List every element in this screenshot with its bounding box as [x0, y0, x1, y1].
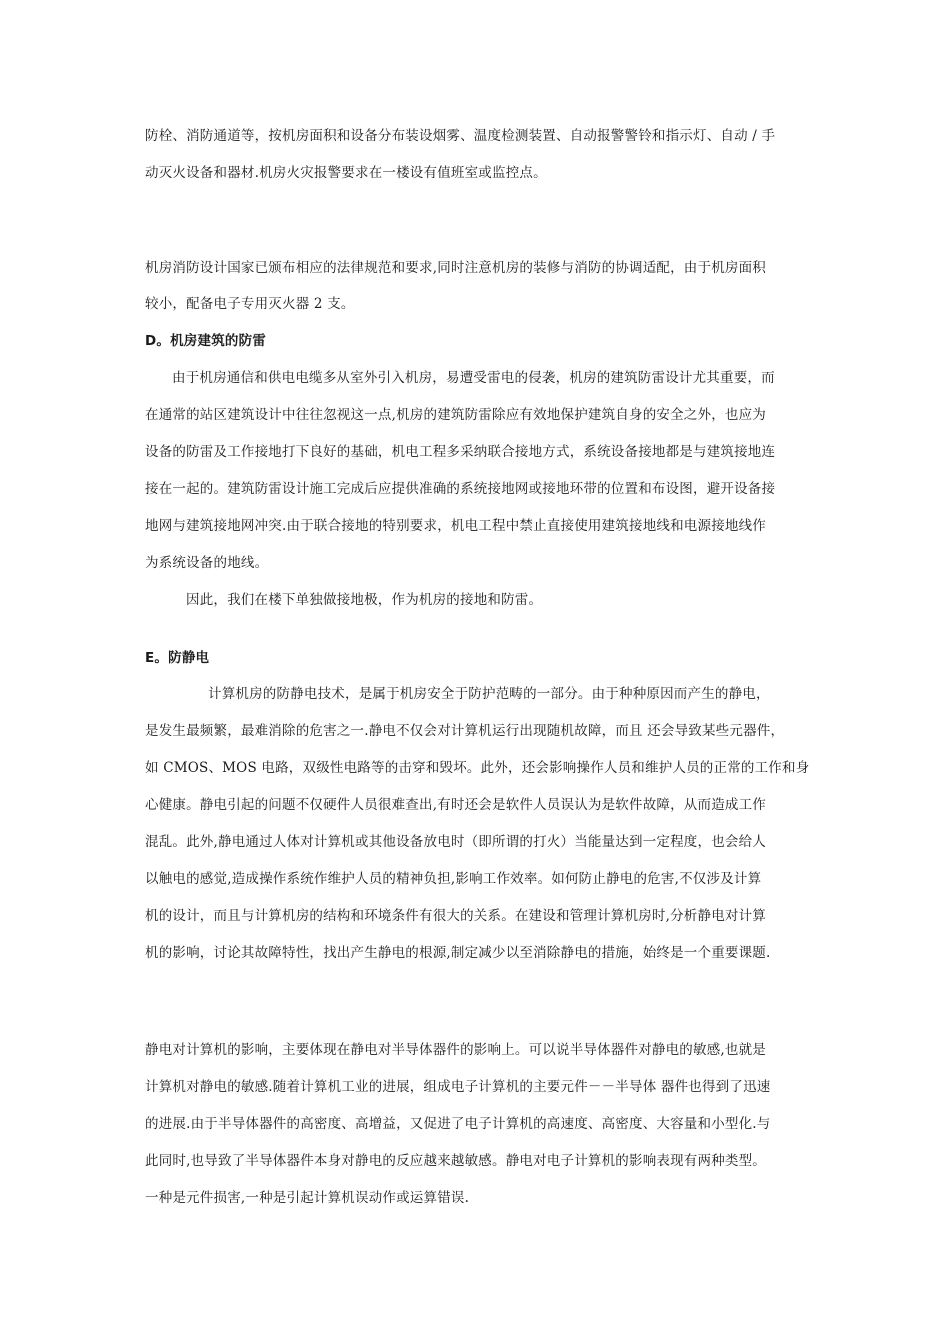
section-heading-d: D。机房建筑的防雷	[145, 333, 267, 349]
paragraph-line: 此同时,也导致了半导体器件本身对静电的反应越来越敏感。静电对电子计算机的影响表现有两种类型。	[145, 1153, 766, 1169]
paragraph-line: 接在一起的。建筑防雷设计施工完成后应提供准确的系统接地网或接地环带的位置和布设图，避开设备接	[145, 481, 776, 497]
paragraph-line: 机房消防设计国家已颁布相应的法律规范和要求,同时注意机房的装修与消防的协调适配，由于机房面积	[145, 260, 766, 276]
paragraph-line: 地网与建筑接地网冲突.由于联合接地的特别要求，机电工程中禁止直接使用建筑接地线和电源接地线作	[145, 518, 766, 534]
paragraph-line: 动灭火设备和器材.机房火灾报警要求在一楼设有值班室或监控点。	[145, 165, 547, 181]
paragraph-line: 较小，配备电子专用灭火器 2 支。	[145, 296, 355, 312]
paragraph-line: 心健康。静电引起的问题不仅硬件人员很难查出,有时还会是软件人员误认为是软件故障，从而造成工作	[145, 797, 766, 813]
paragraph-line: 混乱。此外,静电通过人体对计算机或其他设备放电时（即所谓的打火）当能量达到一定程度，也会给人	[145, 834, 766, 850]
paragraph-line: 的进展.由于半导体器件的高密度、高增益，又促进了电子计算机的高速度、高密度、大容量和小型化.与	[145, 1116, 771, 1132]
paragraph-line: 计算机对静电的敏感.随着计算机工业的进展，组成电子计算机的主要元件－－半导体 器件也得到了迅速	[145, 1079, 771, 1095]
paragraph-line: 以触电的感觉,造成操作系统作维护人员的精神负担,影响工作效率。如何防止静电的危害,不仅涉及计算	[145, 871, 762, 887]
section-heading-e: E。防静电	[145, 650, 210, 666]
paragraph-line: 计算机房的防静电技术，是属于机房安全于防护范畴的一部分。由于种种原因而产生的静电，	[208, 686, 770, 702]
paragraph-line: 防栓、消防通道等，按机房面积和设备分布装设烟雾、温度检测装置、自动报警警铃和指示灯、自动 / 手	[145, 128, 776, 144]
paragraph-line: 机的影响，讨论其故障特性，找出产生静电的根源,制定减少以至消除静电的措施，始终是一个重要课题.	[145, 945, 771, 961]
paragraph-line: 静电对计算机的影响，主要体现在静电对半导体器件的影响上。可以说半导体器件对静电的敏感,也就是	[145, 1042, 766, 1058]
paragraph-line: 为系统设备的地线。	[145, 555, 269, 571]
paragraph-line: 机的设计，而且与计算机房的结构和环境条件有很大的关系。在建设和管理计算机房时,分析静电对计算	[145, 908, 766, 924]
paragraph-line: 在通常的站区建筑设计中往往忽视这一点,机房的建筑防雷除应有效地保护建筑自身的安全之外，也应为	[145, 407, 766, 423]
paragraph-line: 如 CMOS、MOS 电路，双级性电路等的击穿和毁坏。此外，还会影响操作人员和维护人员的正常的工作和身	[145, 760, 810, 776]
paragraph-line: 由于机房通信和供电电缆多从室外引入机房，易遭受雷电的侵袭，机房的建筑防雷设计尤其重要，而	[172, 370, 775, 386]
paragraph-line: 是发生最频繁，最难消除的危害之一.静电不仅会对计算机运行出现随机故障，而且 还会导致某些元器件，	[145, 723, 785, 739]
paragraph-line: 因此，我们在楼下单独做接地极，作为机房的接地和防雷。	[186, 592, 543, 608]
paragraph-line: 设备的防雷及工作接地打下良好的基础，机电工程多采纳联合接地方式，系统设备接地都是与建筑接地连	[145, 444, 776, 460]
paragraph-line: 一种是元件损害,一种是引起计算机误动作或运算错误.	[145, 1190, 470, 1206]
